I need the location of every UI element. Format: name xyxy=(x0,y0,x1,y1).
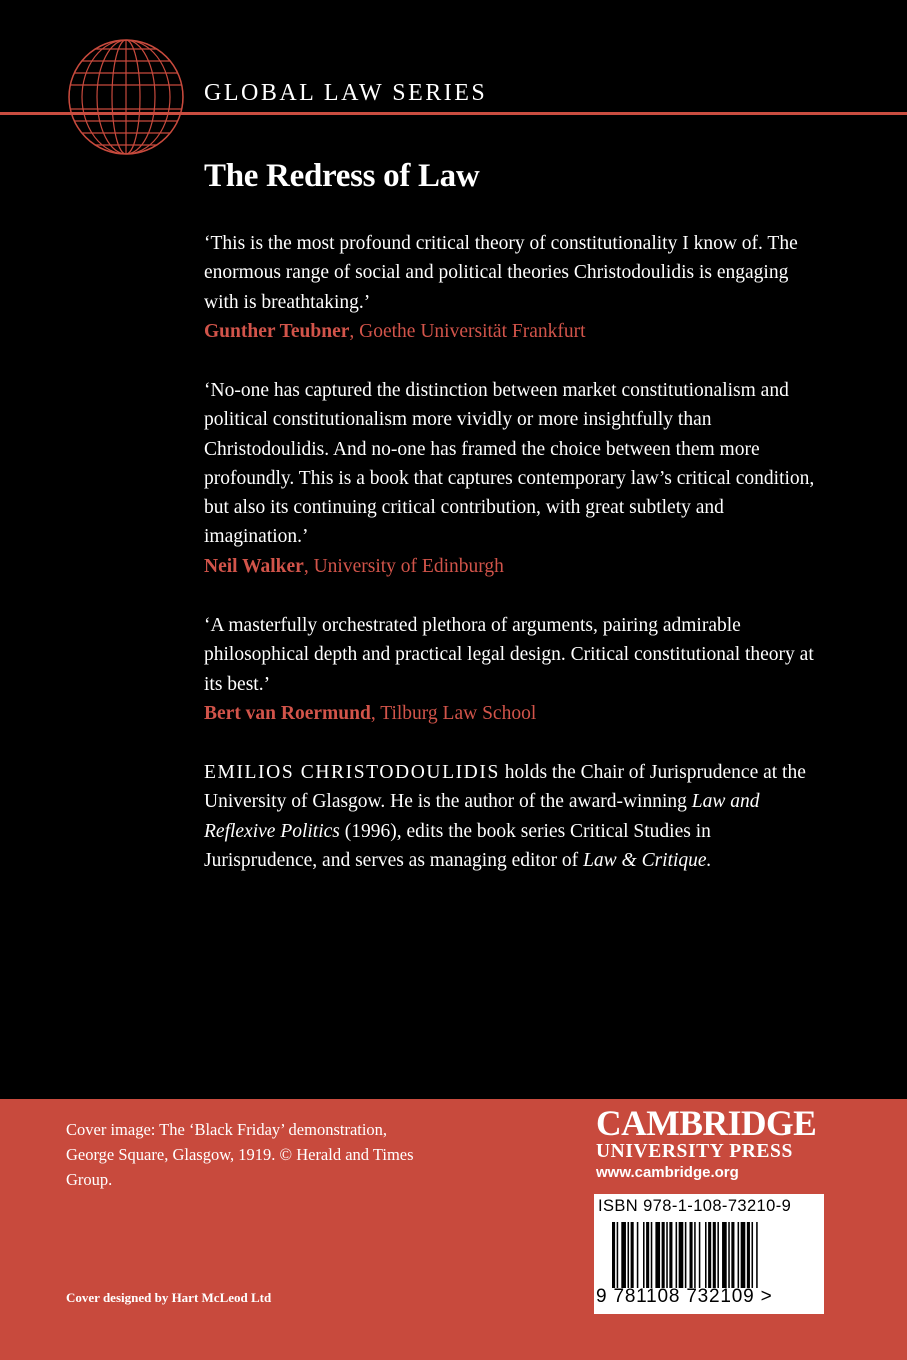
barcode-bar xyxy=(617,1222,619,1288)
bio-book-title: Law and Reflexive Politics xyxy=(204,791,760,842)
barcode-bar xyxy=(662,1222,665,1288)
barcode-bar xyxy=(690,1222,693,1288)
barcode-bar xyxy=(752,1222,754,1288)
barcode-digits: 9 781108 732109 > xyxy=(596,1286,773,1307)
barcode-bar xyxy=(646,1222,649,1288)
barcode-bar xyxy=(699,1222,701,1288)
barcode-bar xyxy=(738,1222,740,1288)
cover-designer-credit: Cover designed by Hart McLeod Ltd xyxy=(66,1290,272,1305)
barcode-bar xyxy=(731,1222,734,1288)
book-title: The Redress of Law xyxy=(204,158,480,194)
endorser-name: Bert van Roermund xyxy=(204,702,371,724)
barcode-bar xyxy=(756,1222,758,1288)
barcode-bar xyxy=(722,1222,727,1288)
publisher-name: CAMBRIDGE xyxy=(596,1103,817,1143)
publisher-logo xyxy=(596,1105,824,1181)
barcode-bar xyxy=(628,1222,630,1288)
barcode-bar xyxy=(669,1222,672,1288)
endorser-affiliation: , University of Edinburgh xyxy=(303,555,504,577)
barcode-bar xyxy=(621,1222,626,1288)
isbn-barcode xyxy=(594,1194,824,1314)
endorsement-quote: ‘No-one has captured the distinction between market constitutionalism and political constitutionalism more vividly or more insightfully than Christodoulidis. And no-one has framed the choice between them more profoundly. This is a book that captures contemporary law’s critical condition, but also its continuing critical contribution, with great subtlety and imagination.’ xyxy=(204,380,815,548)
bio-text: (1996), edits the book series Critical Studies in Jurisprudence, and serves as managing editor of xyxy=(204,820,711,871)
header-rule xyxy=(0,112,907,115)
endorsement-3 xyxy=(204,611,824,728)
endorsement-1 xyxy=(204,229,824,346)
series-title: GLOBAL LAW SERIES xyxy=(204,80,488,106)
endorsement-quote: ‘This is the most profound critical theory of constitutionality I know of. The enormous range of social and political theories Christodoulidis is engaging with is breathtaking.’ xyxy=(204,233,798,313)
cover-image-credit: Cover image: The ‘Black Friday’ demonstration, George Square, Glasgow, 1919. © Herald and Times Group. xyxy=(66,1120,414,1189)
barcode-bar xyxy=(637,1222,639,1288)
barcode-bar xyxy=(747,1222,750,1288)
barcode-bar xyxy=(655,1222,660,1288)
endorser-name: Neil Walker xyxy=(204,555,304,577)
barcode-bar xyxy=(612,1222,615,1288)
barcode-bar xyxy=(741,1222,746,1288)
barcode-bar xyxy=(651,1222,653,1288)
author-name: EMILIOS CHRISTODOULIDIS xyxy=(204,762,500,783)
globe-logo-icon xyxy=(66,37,186,157)
bio-journal-title: Law & Critique. xyxy=(583,849,712,871)
barcode-bar xyxy=(705,1222,707,1288)
publisher-press: UNIVERSITY PRESS xyxy=(596,1141,793,1162)
barcode-bar xyxy=(631,1222,634,1288)
endorsement-2 xyxy=(204,376,824,581)
barcode-bar xyxy=(713,1222,716,1288)
publisher-url: www.cambridge.org xyxy=(596,1164,739,1181)
barcode-bars xyxy=(612,1222,808,1288)
barcode-bar xyxy=(708,1222,711,1288)
barcode-bar xyxy=(666,1222,668,1288)
barcode-bar xyxy=(685,1222,687,1288)
bio-text: holds the Chair of Jurisprudence at the University of Glasgow. He is the author of the award-winning xyxy=(204,762,806,813)
barcode-bar xyxy=(694,1222,696,1288)
isbn-label: ISBN 978-1-108-73210-9 xyxy=(598,1197,792,1215)
barcode-bar xyxy=(643,1222,645,1288)
author-bio xyxy=(204,758,824,875)
endorser-name: Gunther Teubner xyxy=(204,320,350,342)
barcode-bar xyxy=(717,1222,719,1288)
endorser-affiliation: , Tilburg Law School xyxy=(370,702,537,724)
barcode-bar xyxy=(679,1222,684,1288)
endorsement-quote: ‘A masterfully orchestrated plethora of arguments, pairing admirable philosophical depth and practical legal design. Critical constitutional theory at its best.’ xyxy=(204,615,814,695)
endorser-affiliation: , Goethe Universität Frankfurt xyxy=(349,320,586,342)
barcode-bar xyxy=(728,1222,730,1288)
barcode-bar xyxy=(676,1222,678,1288)
